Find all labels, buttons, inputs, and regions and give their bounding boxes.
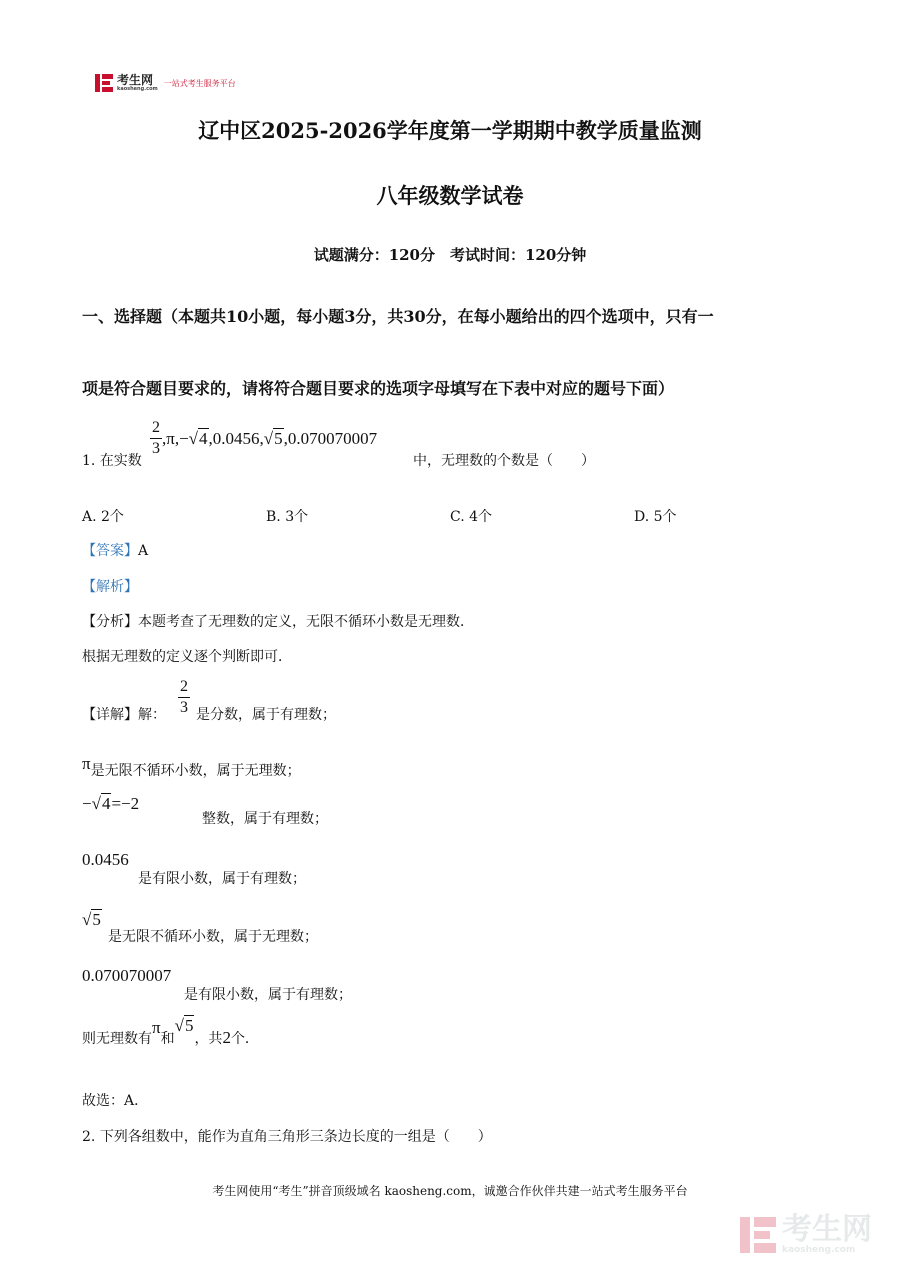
q1-detail-label: 【详解】解：: [82, 707, 166, 723]
exam-info: 试题满分：120分 考试时间：120分钟: [313, 246, 587, 264]
detail-fraction-text: 是分数，属于有理数；: [196, 707, 336, 723]
logo-icon: [95, 74, 113, 92]
section-heading-line1: 一、选择题（本题共10小题，每小题3分，共30分，在每小题给出的四个选项中，只有一: [82, 307, 714, 326]
page-footer: 考生网使用“考生”拼音顶级域名 kaosheng.com，诚邀合作伙伴共建一站式考生服务平台: [212, 1184, 688, 1198]
detail-0700: 0.070070007: [82, 966, 172, 985]
q2: 2. 下列各组数中，能作为直角三角形三条边长度的一组是（ ）: [82, 1129, 492, 1145]
logo-slogan: 一站式考生服务平台: [163, 78, 236, 88]
detail-0456-text: 是有限小数，属于有理数；: [138, 871, 306, 887]
detail-sqrt5: √5: [82, 910, 101, 929]
detail-0700-text: 是有限小数，属于有理数；: [184, 987, 352, 1003]
section-heading-line2: 项是符合题目要求的，请将符合题目要求的选项字母填写在下表中对应的题号下面）: [82, 379, 675, 398]
q1-fenxi-2: 根据无理数的定义逐个判断即可．: [82, 649, 292, 665]
watermark: [740, 1212, 872, 1255]
q1-number: 1. 在实数: [82, 453, 142, 469]
logo-text: 考生网 kaosheng.com: [117, 73, 158, 92]
q1-option-a: A. 2个: [82, 509, 124, 525]
watermark-logo-icon: [740, 1217, 776, 1253]
q1-answer: 【答案】A: [82, 543, 149, 559]
header-logo: [95, 72, 236, 94]
q1-number-list: $\frac{2}{3}$ ,π,− √4 ,0.0456, √5 ,0.070070007: [152, 419, 378, 457]
fraction-two-thirds: $\frac{2}{3}$: [152, 419, 160, 457]
q1-option-c: C. 4个: [450, 509, 493, 525]
q1-option-b: B. 3个: [266, 509, 309, 525]
q1-analysis-label: 【解析】: [82, 579, 138, 595]
detail-0456: 0.0456: [82, 850, 129, 869]
q1-choose: 故选：A．: [82, 1093, 149, 1109]
page-title: 辽中区2025-2026学年度第一学期期中教学质量监测: [198, 118, 702, 143]
page-subtitle: 八年级数学试卷: [376, 183, 524, 208]
detail-sqrt5-text: 是无限不循环小数，属于无理数；: [108, 929, 318, 945]
q1-fenxi: 【分析】本题考查了无理数的定义，无限不循环小数是无理数．: [82, 614, 474, 630]
q1-conclusion: 则无理数有 π 和 √5 ，共 2 个．: [82, 1016, 259, 1047]
detail-sqrt4-text: 整数，属于有理数；: [202, 811, 328, 827]
detail-pi: π是无限不循环小数，属于无理数；: [82, 754, 301, 779]
q1-question-suffix: 中，无理数的个数是（ ）: [413, 453, 595, 469]
detail-fraction: $\frac{2}{3}$: [180, 678, 188, 716]
detail-sqrt4: −√4=−2: [82, 794, 140, 813]
q1-option-d: D. 5个: [634, 509, 677, 525]
watermark-text: 考生网 kaosheng.com: [782, 1212, 872, 1255]
